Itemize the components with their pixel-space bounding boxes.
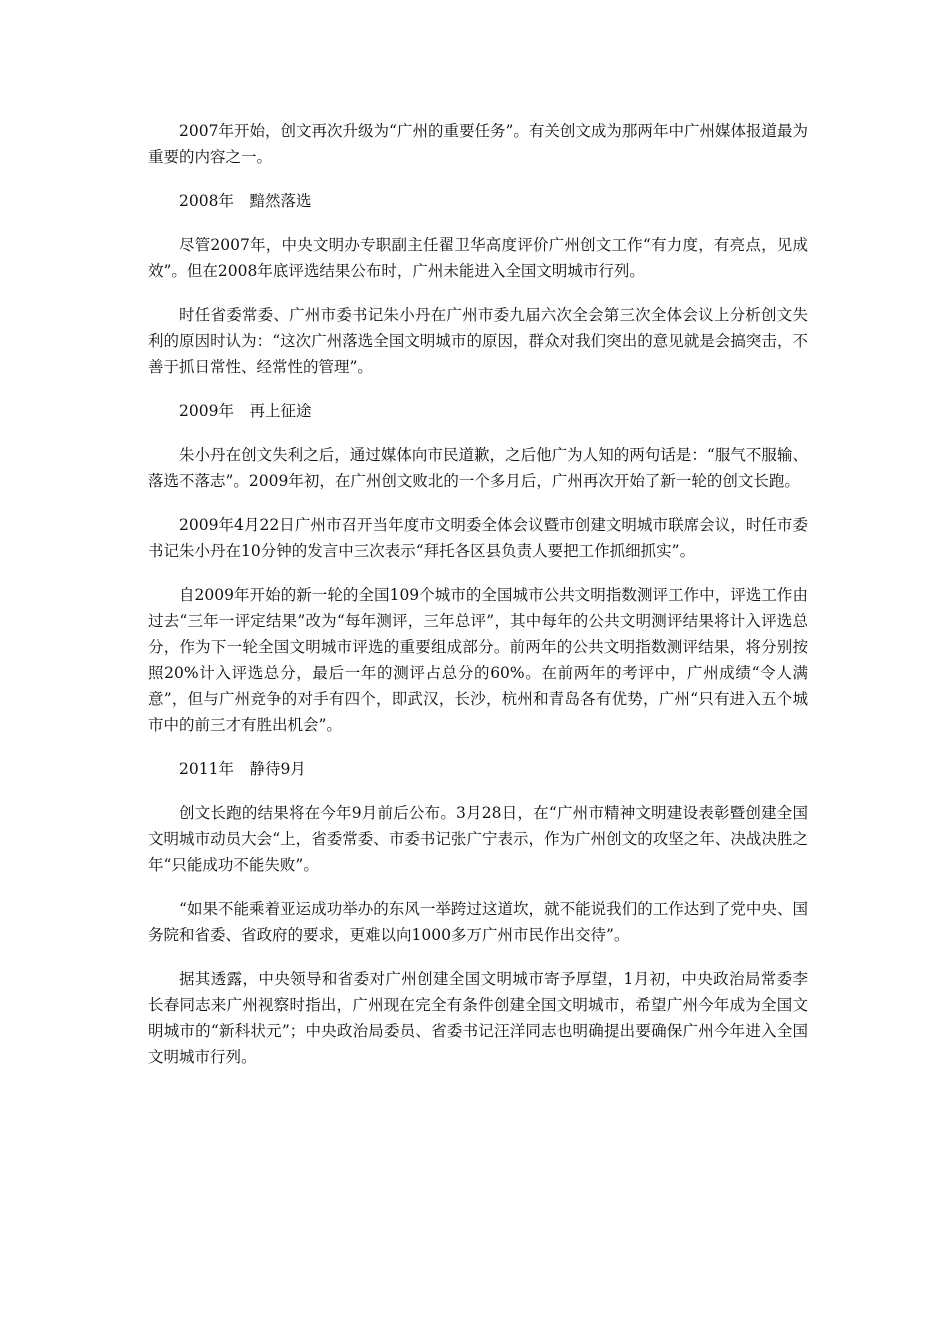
section-heading-2008: 2008年 黯然落选 [179, 192, 312, 210]
paragraph-2009-evaluation-rules: 自2009年开始的新一轮的全国109个城市的全国城市公共文明指数测评工作中，评选工作由过去“三年一评定结果”改为“每年测评，三年总评”，其中每年的公共文明测评结果将计入评选总分，作为下一轮全国文明城市评选的重要组成部分。前两年的公共文明指数测评结果，将分别按照20%计入评选总分，最后一年的测评占总分的60%。在前两年的考评中，广州成绩“令人满意”，但与广州竞争的对手有四个，即武汉，长沙，杭州和青岛各有优势，广州“只有进入五个城市中的前三才有胜出机会”。 [148, 586, 808, 734]
paragraph-2009-meeting: 2009年4月22日广州市召开当年度市文明委全体会议暨市创建文明城市联席会议，时任市委书记朱小丹在10分钟的发言中三次表示“拜托各区县负责人要把工作抓细抓实”。 [148, 516, 808, 560]
paragraph-2008-evaluation: 尽管2007年，中央文明办专职副主任翟卫华高度评价广州创文工作“有力度，有亮点，见成效”。但在2008年底评选结果公布时，广州未能进入全国文明城市行列。 [148, 236, 808, 280]
section-heading-2009: 2009年 再上征途 [179, 402, 312, 420]
section-heading-2011: 2011年 静待9月 [179, 760, 306, 778]
paragraph-2008-analysis: 时任省委常委、广州市委书记朱小丹在广州市委九届六次全会第三次全体会议上分析创文失利的原因时认为：“这次广州落选全国文明城市的原因，群众对我们突出的意见就是会搞突击，不善于抓日常性、经常性的管理”。 [148, 306, 808, 376]
document-body [148, 118, 808, 1088]
paragraph-2011-announcement: 创文长跑的结果将在今年9月前后公布。3月28日，在“广州市精神文明建设表彰暨创建全国文明城市动员大会“上，省委常委、市委书记张广宁表示，作为广州创文的攻坚之年、决战决胜之年“只能成功不能失败”。 [148, 804, 808, 874]
paragraph-2011-expectations: 据其透露，中央领导和省委对广州创建全国文明城市寄予厚望，1月初，中央政治局常委李长春同志来广州视察时指出，广州现在完全有条件创建全国文明城市，希望广州今年成为全国文明城市的“新科状元”；中央政治局委员、省委书记汪洋同志也明确提出要确保广州今年进入全国文明城市行列。 [148, 970, 808, 1066]
paragraph-2009-apology: 朱小丹在创文失利之后，通过媒体向市民道歉，之后他广为人知的两句话是：“服气不服输、落选不落志”。2009年初，在广州创文败北的一个多月后，广州再次开始了新一轮的创文长跑。 [148, 446, 808, 490]
paragraph-2007: 2007年开始，创文再次升级为“广州的重要任务”。有关创文成为那两年中广州媒体报道最为重要的内容之一。 [148, 122, 808, 166]
paragraph-2011-quote: “如果不能乘着亚运成功举办的东风一举跨过这道坎，就不能说我们的工作达到了党中央、国务院和省委、省政府的要求，更难以向1000多万广州市民作出交待”。 [148, 900, 808, 944]
